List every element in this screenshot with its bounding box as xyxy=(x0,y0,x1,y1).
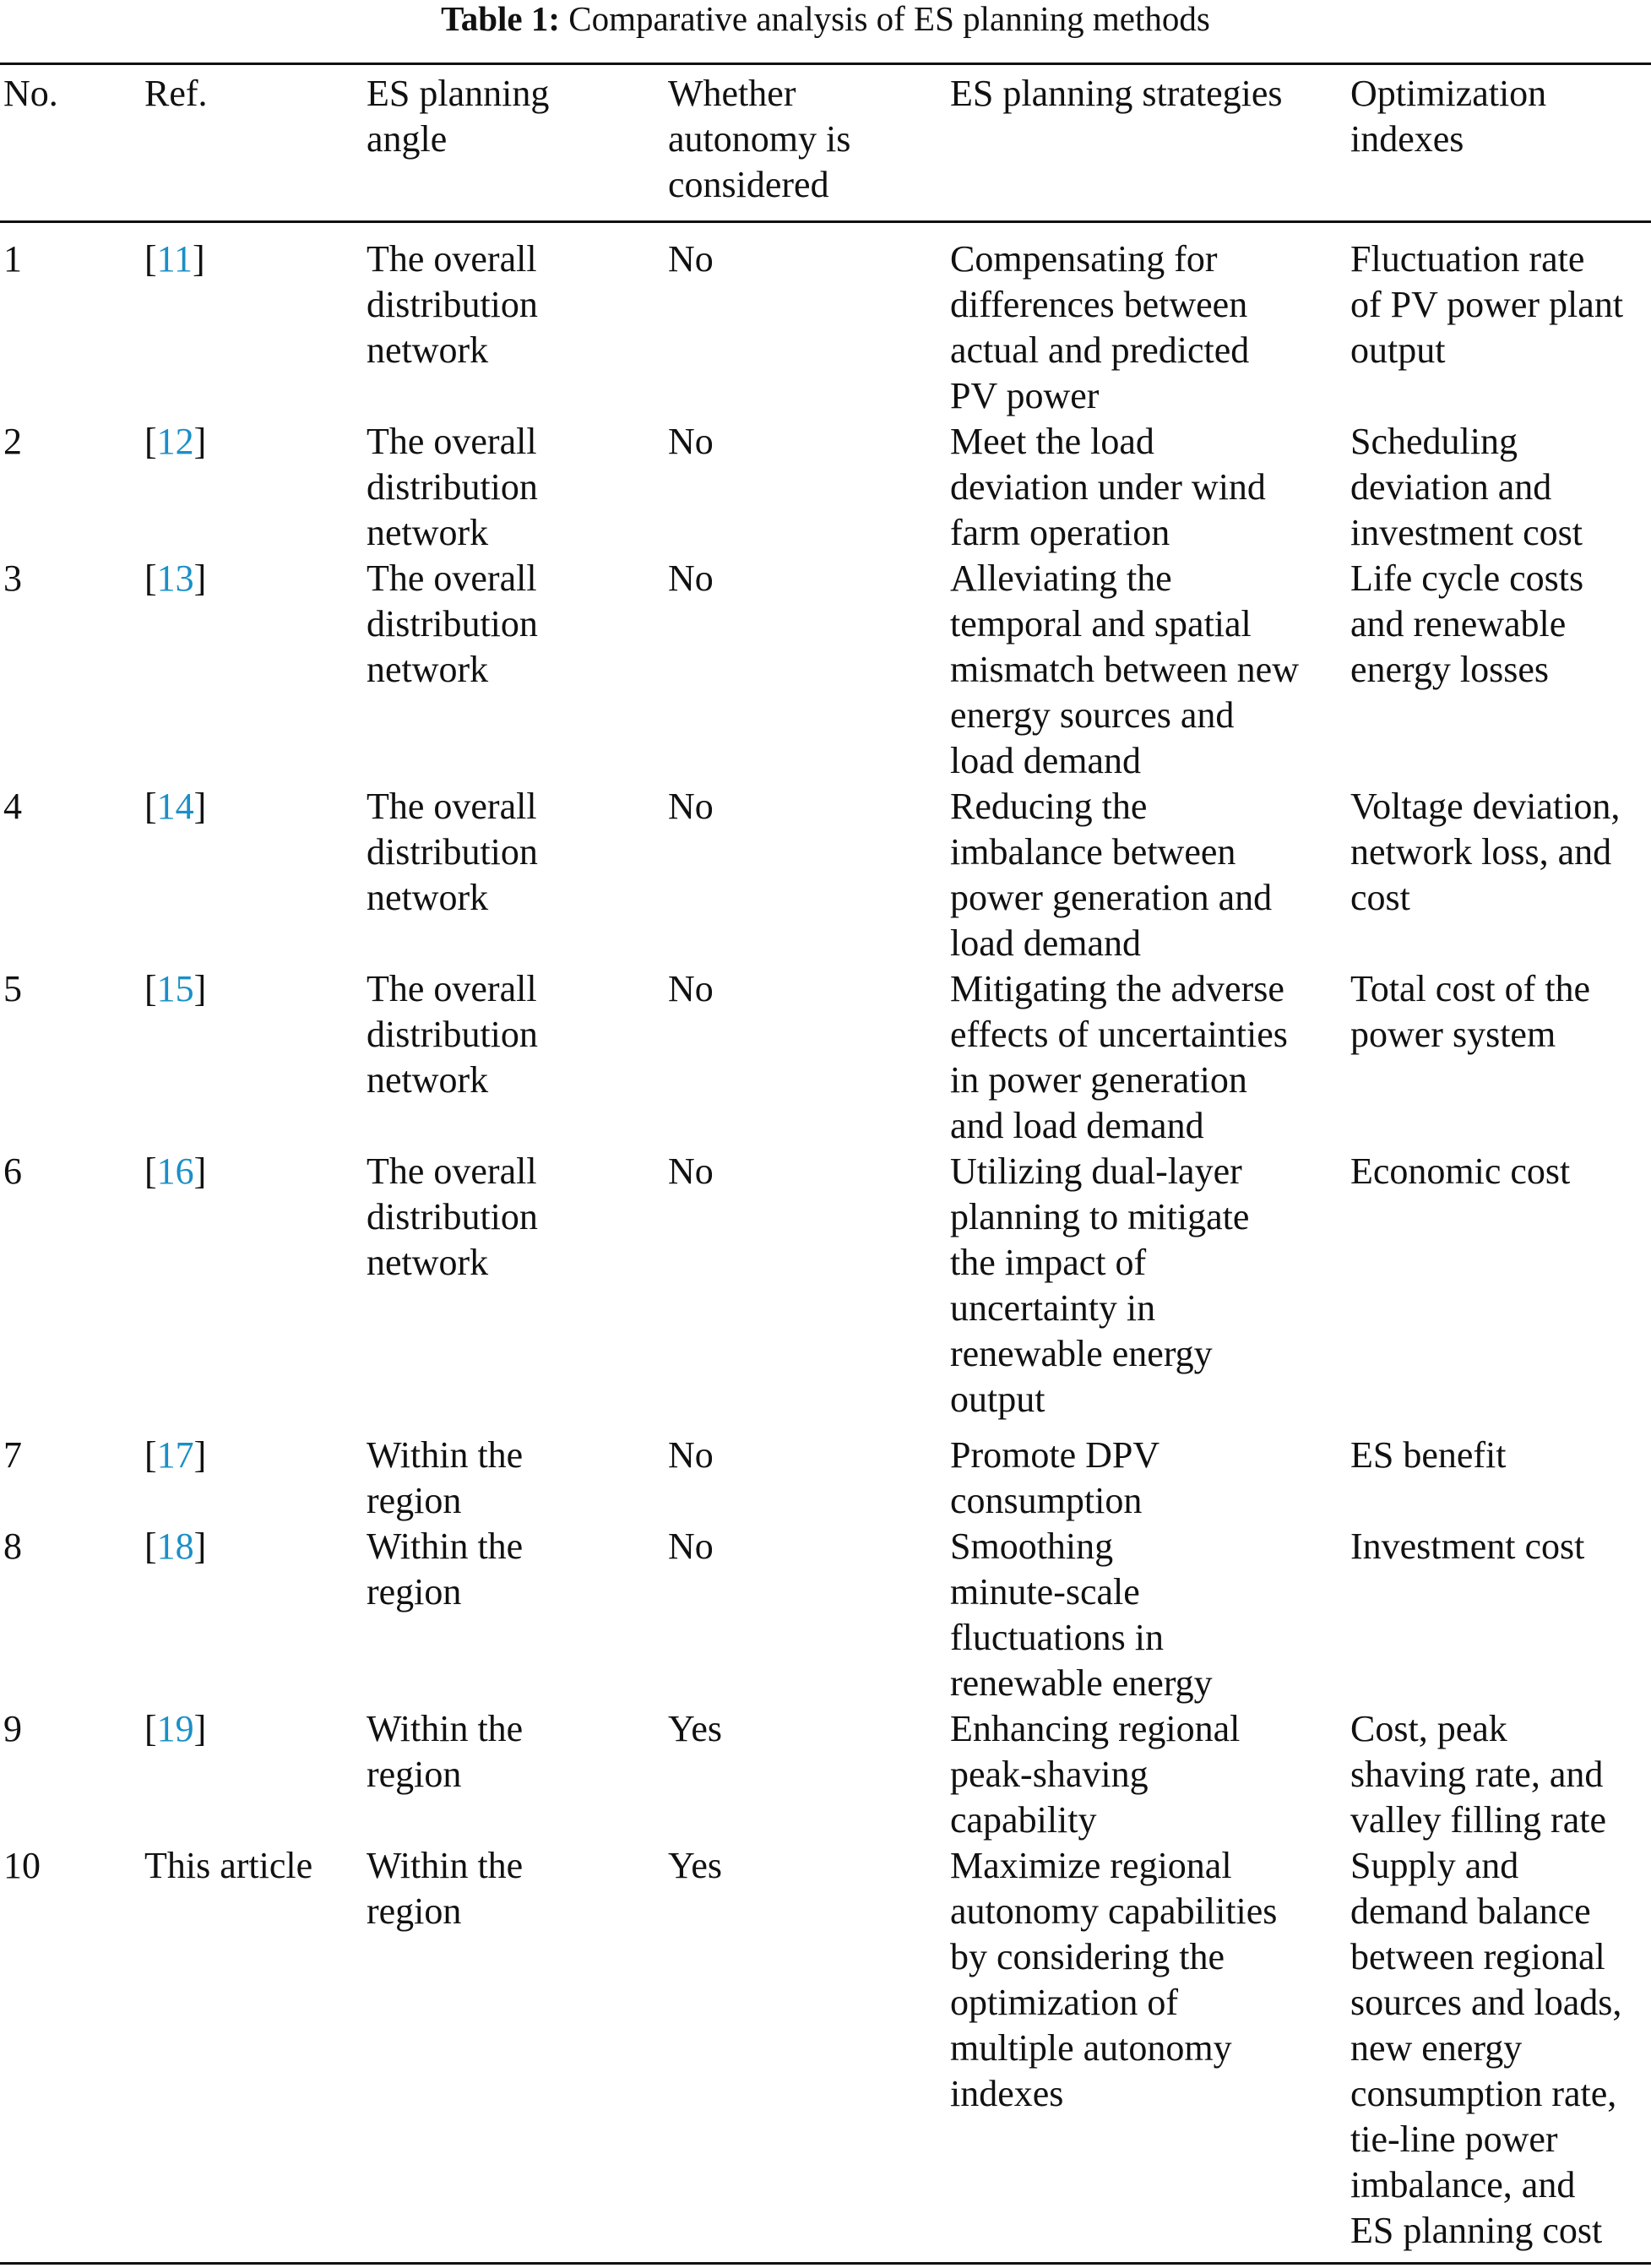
ref-link[interactable]: 11 xyxy=(156,238,193,280)
row-angle: The overall distribution network xyxy=(367,557,538,690)
ref-link[interactable]: 17 xyxy=(156,1434,194,1476)
row-no: 5 xyxy=(3,968,22,1009)
header-ref: Ref. xyxy=(144,73,208,114)
row-no: 1 xyxy=(3,238,22,280)
row-angle: Within the region xyxy=(367,1845,524,1932)
row-autonomy: No xyxy=(668,786,714,827)
row-strategies: Enhancing regional peak-shaving capability xyxy=(950,1708,1241,1841)
header-strategies: ES planning strategies xyxy=(950,73,1283,114)
row-angle: The overall distribution network xyxy=(367,421,538,553)
header-indexes: Optimization indexes xyxy=(1350,73,1547,160)
row-no: 9 xyxy=(3,1708,22,1749)
row-angle: The overall distribution network xyxy=(367,238,538,371)
top-rule xyxy=(0,63,1651,65)
row-no: 8 xyxy=(3,1526,22,1567)
row-ref: [14] xyxy=(144,786,207,827)
row-indexes: Economic cost xyxy=(1350,1150,1571,1192)
row-no: 10 xyxy=(3,1845,41,1886)
row-indexes: Total cost of the power system xyxy=(1350,968,1591,1055)
row-strategies: Compensating for differences between actual and predicted PV power xyxy=(950,238,1250,416)
row-indexes: Investment cost xyxy=(1350,1526,1585,1567)
bottom-rule xyxy=(0,2262,1651,2265)
row-autonomy: Yes xyxy=(668,1708,723,1749)
header-autonomy: Whether autonomy is considered xyxy=(668,73,851,205)
row-angle: The overall distribution network xyxy=(367,1150,538,1283)
header-angle: ES planning angle xyxy=(367,73,550,160)
row-no: 4 xyxy=(3,786,22,827)
row-ref: [17] xyxy=(144,1434,207,1476)
row-indexes: Cost, peak shaving rate, and valley filling rate xyxy=(1350,1708,1606,1841)
row-strategies: Meet the load deviation under wind farm operation xyxy=(950,421,1266,553)
row-indexes: Voltage deviation, network loss, and cost xyxy=(1350,786,1621,918)
row-indexes: Life cycle costs and renewable energy losses xyxy=(1350,557,1584,690)
ref-link[interactable]: 13 xyxy=(156,557,194,599)
row-ref: [18] xyxy=(144,1526,207,1567)
row-strategies: Smoothing minute-scale fluctuations in renewable energy xyxy=(950,1526,1213,1704)
row-no: 3 xyxy=(3,557,22,599)
row-ref: [11] xyxy=(144,238,205,280)
row-ref: [19] xyxy=(144,1708,207,1749)
header-no: No. xyxy=(3,73,58,114)
row-strategies: Reducing the imbalance between power generation and load demand xyxy=(950,786,1273,964)
table-caption xyxy=(0,0,1651,37)
ref-link[interactable]: 16 xyxy=(156,1150,194,1192)
row-no: 2 xyxy=(3,421,22,462)
header-rule xyxy=(0,220,1651,223)
ref-link[interactable]: 14 xyxy=(156,786,194,827)
row-strategies: Utilizing dual-layer planning to mitigate the impact of uncertainty in renewable energy output xyxy=(950,1150,1250,1420)
row-indexes: Fluctuation rate of PV power plant output xyxy=(1350,238,1624,371)
row-autonomy: Yes xyxy=(668,1845,723,1886)
row-autonomy: No xyxy=(668,1150,714,1192)
row-strategies: Promote DPV consumption xyxy=(950,1434,1160,1521)
row-angle: Within the region xyxy=(367,1434,524,1521)
row-strategies: Alleviating the temporal and spatial mismatch between new energy sources and load demand xyxy=(950,557,1299,781)
ref-link[interactable]: 19 xyxy=(156,1708,194,1749)
row-autonomy: No xyxy=(668,1434,714,1476)
row-no: 7 xyxy=(3,1434,22,1476)
row-angle: The overall distribution network xyxy=(367,968,538,1101)
row-strategies: Mitigating the adverse effects of uncertainties in power generation and load demand xyxy=(950,968,1288,1146)
row-indexes: ES benefit xyxy=(1350,1434,1507,1476)
caption-label: Table 1: xyxy=(441,0,561,38)
row-autonomy: No xyxy=(668,557,714,599)
row-angle: The overall distribution network xyxy=(367,786,538,918)
caption-title: Comparative analysis of ES planning methods xyxy=(568,0,1210,38)
row-autonomy: No xyxy=(668,238,714,280)
row-strategies: Maximize regional autonomy capabilities by considering the optimization of multiple autonomy indexes xyxy=(950,1845,1278,2114)
ref-link[interactable]: 12 xyxy=(156,421,194,462)
row-ref: This article xyxy=(144,1845,313,1886)
row-indexes: Scheduling deviation and investment cost xyxy=(1350,421,1583,553)
row-autonomy: No xyxy=(668,968,714,1009)
row-angle: Within the region xyxy=(367,1708,524,1795)
row-ref: [15] xyxy=(144,968,207,1009)
row-no: 6 xyxy=(3,1150,22,1192)
row-ref: [13] xyxy=(144,557,207,599)
row-autonomy: No xyxy=(668,421,714,462)
row-angle: Within the region xyxy=(367,1526,524,1613)
ref-link[interactable]: 18 xyxy=(156,1526,194,1567)
row-ref: [16] xyxy=(144,1150,207,1192)
row-indexes: Supply and demand balance between regional sources and loads, new energy consumption rate, tie-line power imbalance, and ES planning cost xyxy=(1350,1845,1622,2251)
row-autonomy: No xyxy=(668,1526,714,1567)
ref-link[interactable]: 15 xyxy=(156,968,194,1009)
row-ref: [12] xyxy=(144,421,207,462)
